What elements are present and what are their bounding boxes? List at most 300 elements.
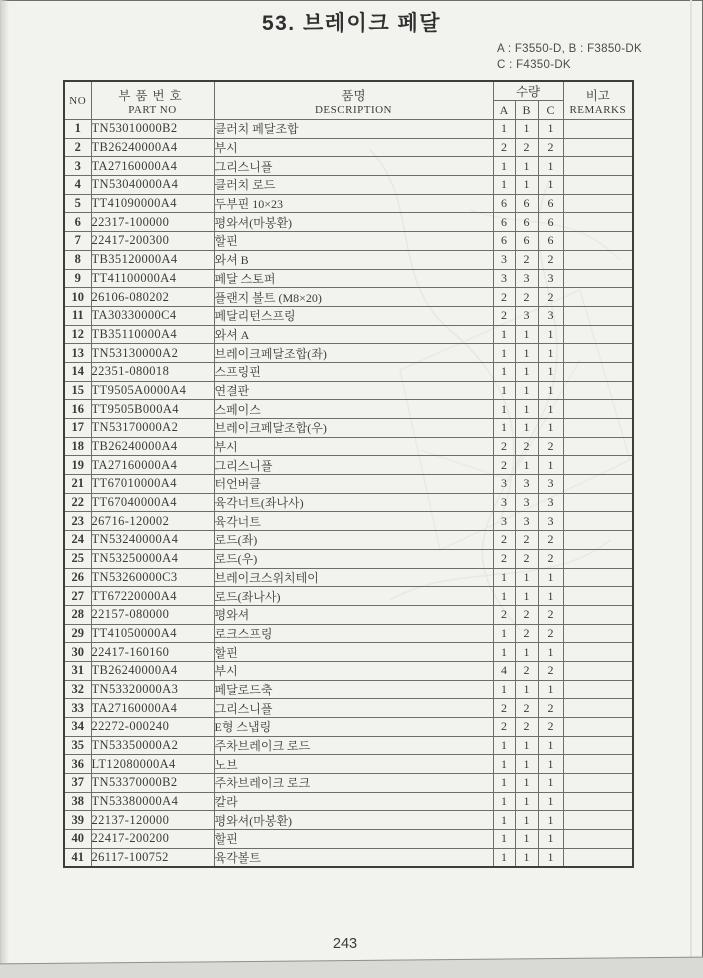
qty-b-cell: 2: [515, 549, 538, 568]
table-row: [64, 157, 633, 176]
qty-c-cell: 1: [538, 419, 563, 438]
qty-b-cell: 2: [515, 531, 538, 550]
table-row: [64, 362, 633, 381]
part-number-cell: 22137-120000: [91, 811, 214, 830]
qty-a-cell: 1: [493, 362, 515, 381]
row-number-cell: 38: [64, 792, 91, 811]
row-number-cell: 41: [64, 848, 91, 867]
part-number-cell: TT9505A0000A4: [91, 381, 214, 400]
part-description-cell: 로크스프링: [214, 624, 493, 643]
qty-c-cell: 1: [538, 792, 563, 811]
col-header-part-no-ko: 부품번호: [118, 88, 187, 103]
part-number-cell: 22317-100000: [91, 213, 214, 232]
qty-a-cell: 2: [493, 437, 515, 456]
part-number-cell: TA27160000A4: [91, 157, 214, 176]
part-description-cell: 부시: [214, 138, 493, 157]
remarks-cell: [563, 587, 633, 606]
qty-c-cell: 1: [538, 830, 563, 849]
table-row: [64, 120, 633, 139]
qty-a-cell: 3: [493, 250, 515, 269]
qty-b-cell: 3: [515, 512, 538, 531]
model-legend: [497, 41, 642, 73]
row-number-cell: 13: [64, 344, 91, 363]
remarks-cell: [563, 306, 633, 325]
table-row: [64, 400, 633, 419]
row-number-cell: 30: [64, 643, 91, 662]
remarks-cell: [563, 288, 633, 307]
qty-b-cell: 3: [515, 306, 538, 325]
qty-b-cell: 1: [515, 157, 538, 176]
part-description-cell: 클러치 페달조합: [214, 120, 493, 139]
qty-c-cell: 3: [538, 493, 563, 512]
qty-a-cell: 3: [493, 475, 515, 494]
table-row: [64, 306, 633, 325]
remarks-cell: [563, 755, 633, 774]
qty-b-cell: 1: [515, 344, 538, 363]
qty-a-cell: 2: [493, 138, 515, 157]
table-row: [64, 624, 633, 643]
part-description-cell: 페달 스토퍼: [214, 269, 493, 288]
part-number-cell: TT67040000A4: [91, 493, 214, 512]
qty-b-cell: 1: [515, 587, 538, 606]
table-row: [64, 736, 633, 755]
row-number-cell: 1: [64, 120, 91, 139]
qty-a-cell: 1: [493, 811, 515, 830]
part-number-cell: TT41050000A4: [91, 624, 214, 643]
qty-a-cell: 2: [493, 306, 515, 325]
parts-table-body: [64, 120, 633, 868]
qty-c-cell: 1: [538, 400, 563, 419]
part-number-cell: TN53350000A2: [91, 736, 214, 755]
remarks-cell: [563, 157, 633, 176]
part-number-cell: TN53240000A4: [91, 531, 214, 550]
qty-a-cell: 1: [493, 736, 515, 755]
qty-c-cell: 1: [538, 120, 563, 139]
qty-b-cell: 1: [515, 325, 538, 344]
row-number-cell: 26: [64, 568, 91, 587]
qty-a-cell: 1: [493, 830, 515, 849]
table-row: [64, 437, 633, 456]
qty-b-cell: 1: [515, 643, 538, 662]
qty-b-cell: 1: [515, 381, 538, 400]
remarks-cell: [563, 400, 633, 419]
qty-c-cell: 2: [538, 250, 563, 269]
col-header-remarks-en: REMARKS: [569, 103, 627, 116]
row-number-cell: 5: [64, 194, 91, 213]
remarks-cell: [563, 699, 633, 718]
table-row: [64, 830, 633, 849]
part-number-cell: 26716-120002: [91, 512, 214, 531]
qty-a-cell: 1: [493, 325, 515, 344]
remarks-cell: [563, 643, 633, 662]
qty-b-cell: 1: [515, 400, 538, 419]
remarks-cell: [563, 232, 633, 251]
table-row: [64, 811, 633, 830]
qty-b-cell: 2: [515, 661, 538, 680]
qty-c-cell: 1: [538, 456, 563, 475]
qty-c-cell: 1: [538, 755, 563, 774]
table-row: [64, 381, 633, 400]
table-row: [64, 456, 633, 475]
qty-a-cell: 2: [493, 288, 515, 307]
row-number-cell: 6: [64, 213, 91, 232]
table-row: [64, 512, 633, 531]
part-description-cell: 로드(좌나사): [214, 587, 493, 606]
table-row: [64, 587, 633, 606]
row-number-cell: 29: [64, 624, 91, 643]
part-number-cell: TN53320000A3: [91, 680, 214, 699]
qty-a-cell: 1: [493, 587, 515, 606]
part-number-cell: TN53010000B2: [91, 120, 214, 139]
row-number-cell: 9: [64, 269, 91, 288]
part-description-cell: E형 스냅링: [214, 718, 493, 737]
col-header-no-label: NO: [69, 94, 87, 107]
part-description-cell: 그리스니플: [214, 699, 493, 718]
row-number-cell: 7: [64, 232, 91, 251]
qty-a-cell: 1: [493, 120, 515, 139]
qty-c-cell: 2: [538, 138, 563, 157]
qty-b-cell: 1: [515, 811, 538, 830]
qty-a-cell: 3: [493, 493, 515, 512]
part-number-cell: 22351-080018: [91, 362, 214, 381]
row-number-cell: 28: [64, 605, 91, 624]
remarks-cell: [563, 250, 633, 269]
qty-a-cell: 3: [493, 269, 515, 288]
qty-a-cell: 1: [493, 774, 515, 793]
qty-c-cell: 2: [538, 437, 563, 456]
scan-edge-right: [690, 0, 692, 978]
row-number-cell: 15: [64, 381, 91, 400]
col-header-part-no-en: PART NO: [128, 103, 177, 116]
qty-c-cell: 2: [538, 605, 563, 624]
remarks-cell: [563, 194, 633, 213]
qty-c-cell: 2: [538, 718, 563, 737]
part-number-cell: TT9505B000A4: [91, 400, 214, 419]
remarks-cell: [563, 512, 633, 531]
qty-c-cell: 6: [538, 194, 563, 213]
qty-a-cell: 1: [493, 568, 515, 587]
qty-c-cell: 1: [538, 362, 563, 381]
part-description-cell: 부시: [214, 437, 493, 456]
col-header-part-no: [91, 81, 214, 120]
table-row: [64, 419, 633, 438]
qty-c-cell: 1: [538, 568, 563, 587]
qty-b-cell: 1: [515, 120, 538, 139]
col-header-remarks-ko: 비고: [585, 88, 610, 103]
qty-c-cell: 2: [538, 661, 563, 680]
part-number-cell: TT67220000A4: [91, 587, 214, 606]
remarks-cell: [563, 624, 633, 643]
qty-b-cell: 2: [515, 437, 538, 456]
row-number-cell: 3: [64, 157, 91, 176]
part-number-cell: TN53380000A4: [91, 792, 214, 811]
qty-a-cell: 1: [493, 157, 515, 176]
row-number-cell: 12: [64, 325, 91, 344]
qty-b-cell: 1: [515, 456, 538, 475]
table-row: [64, 194, 633, 213]
qty-b-cell: 1: [515, 792, 538, 811]
part-description-cell: 연결판: [214, 381, 493, 400]
qty-a-cell: 4: [493, 661, 515, 680]
qty-a-cell: 2: [493, 605, 515, 624]
row-number-cell: 16: [64, 400, 91, 419]
row-number-cell: 10: [64, 288, 91, 307]
row-number-cell: 18: [64, 437, 91, 456]
part-description-cell: 칼라: [214, 792, 493, 811]
row-number-cell: 22: [64, 493, 91, 512]
remarks-cell: [563, 792, 633, 811]
qty-a-cell: 2: [493, 549, 515, 568]
part-number-cell: TN53040000A4: [91, 176, 214, 195]
remarks-cell: [563, 830, 633, 849]
table-row: [64, 643, 633, 662]
qty-b-cell: 1: [515, 176, 538, 195]
part-description-cell: 터언버클: [214, 475, 493, 494]
table-row: [64, 848, 633, 867]
remarks-cell: [563, 493, 633, 512]
part-description-cell: 할핀: [214, 830, 493, 849]
row-number-cell: 25: [64, 549, 91, 568]
col-header-qty-c: C: [538, 101, 563, 120]
row-number-cell: 8: [64, 250, 91, 269]
qty-b-cell: 1: [515, 362, 538, 381]
col-header-qty-b: B: [515, 101, 538, 120]
part-description-cell: 브레이크페달조합(좌): [214, 344, 493, 363]
row-number-cell: 39: [64, 811, 91, 830]
part-description-cell: 로드(우): [214, 549, 493, 568]
part-number-cell: TN53170000A2: [91, 419, 214, 438]
part-description-cell: 부시: [214, 661, 493, 680]
part-number-cell: TT41100000A4: [91, 269, 214, 288]
part-description-cell: 육각볼트: [214, 848, 493, 867]
qty-c-cell: 1: [538, 680, 563, 699]
part-description-cell: 스페이스: [214, 400, 493, 419]
part-description-cell: 그리스니플: [214, 157, 493, 176]
table-row: [64, 213, 633, 232]
qty-b-cell: 2: [515, 138, 538, 157]
table-row: [64, 549, 633, 568]
part-number-cell: TA27160000A4: [91, 456, 214, 475]
table-row: [64, 774, 633, 793]
col-header-remarks: [563, 81, 633, 120]
qty-c-cell: 3: [538, 306, 563, 325]
row-number-cell: 34: [64, 718, 91, 737]
part-number-cell: 26117-100752: [91, 848, 214, 867]
qty-c-cell: 2: [538, 624, 563, 643]
remarks-cell: [563, 325, 633, 344]
row-number-cell: 11: [64, 306, 91, 325]
col-header-quantity-ko: 수량: [515, 85, 541, 99]
part-description-cell: 육각너트: [214, 512, 493, 531]
part-description-cell: 스프링핀: [214, 362, 493, 381]
part-description-cell: 와셔 A: [214, 325, 493, 344]
qty-a-cell: 1: [493, 643, 515, 662]
part-description-cell: 그리스니플: [214, 456, 493, 475]
remarks-cell: [563, 419, 633, 438]
table-row: [64, 232, 633, 251]
part-number-cell: TA27160000A4: [91, 699, 214, 718]
qty-c-cell: 2: [538, 549, 563, 568]
row-number-cell: 23: [64, 512, 91, 531]
table-row: [64, 605, 633, 624]
qty-c-cell: 3: [538, 475, 563, 494]
qty-b-cell: 1: [515, 680, 538, 699]
part-number-cell: LT12080000A4: [91, 755, 214, 774]
row-number-cell: 2: [64, 138, 91, 157]
qty-a-cell: 1: [493, 792, 515, 811]
qty-a-cell: 6: [493, 213, 515, 232]
part-number-cell: TB26240000A4: [91, 138, 214, 157]
part-number-cell: TN53130000A2: [91, 344, 214, 363]
qty-b-cell: 1: [515, 755, 538, 774]
qty-b-cell: 3: [515, 493, 538, 512]
qty-c-cell: 1: [538, 848, 563, 867]
qty-a-cell: 2: [493, 531, 515, 550]
table-row: [64, 138, 633, 157]
table-row: [64, 176, 633, 195]
part-description-cell: 육각너트(좌나사): [214, 493, 493, 512]
part-description-cell: 두부핀 10×23: [214, 194, 493, 213]
part-description-cell: 와셔 B: [214, 250, 493, 269]
qty-c-cell: 1: [538, 157, 563, 176]
qty-b-cell: 2: [515, 624, 538, 643]
qty-b-cell: 1: [515, 830, 538, 849]
qty-a-cell: 2: [493, 718, 515, 737]
row-number-cell: 37: [64, 774, 91, 793]
part-description-cell: 주차브레이크 로드: [214, 736, 493, 755]
part-number-cell: TA30330000C4: [91, 306, 214, 325]
row-number-cell: 27: [64, 587, 91, 606]
remarks-cell: [563, 718, 633, 737]
part-number-cell: TT41090000A4: [91, 194, 214, 213]
qty-a-cell: 2: [493, 456, 515, 475]
parts-table-header: [64, 81, 633, 120]
qty-c-cell: 1: [538, 325, 563, 344]
row-number-cell: 36: [64, 755, 91, 774]
col-header-description-ko: 품명: [341, 88, 366, 103]
remarks-cell: [563, 848, 633, 867]
table-row: [64, 792, 633, 811]
qty-c-cell: 1: [538, 176, 563, 195]
part-description-cell: 주차브레이크 로크: [214, 774, 493, 793]
row-number-cell: 19: [64, 456, 91, 475]
part-number-cell: 26106-080202: [91, 288, 214, 307]
remarks-cell: [563, 456, 633, 475]
qty-a-cell: 1: [493, 624, 515, 643]
remarks-cell: [563, 381, 633, 400]
qty-a-cell: 6: [493, 232, 515, 251]
qty-b-cell: 2: [515, 288, 538, 307]
qty-a-cell: 1: [493, 848, 515, 867]
model-legend-line2: C : F4350-DK: [497, 59, 571, 71]
qty-b-cell: 2: [515, 718, 538, 737]
part-number-cell: 22157-080000: [91, 605, 214, 624]
qty-c-cell: 3: [538, 512, 563, 531]
table-row: [64, 269, 633, 288]
col-header-no: [64, 81, 91, 120]
part-description-cell: 평와셔(마봉환): [214, 213, 493, 232]
part-description-cell: 할핀: [214, 232, 493, 251]
qty-c-cell: 2: [538, 699, 563, 718]
part-number-cell: TN53260000C3: [91, 568, 214, 587]
part-number-cell: TB26240000A4: [91, 437, 214, 456]
qty-a-cell: 1: [493, 381, 515, 400]
part-description-cell: 브레이크페달조합(우): [214, 419, 493, 438]
qty-b-cell: 1: [515, 848, 538, 867]
table-row: [64, 755, 633, 774]
table-row: [64, 325, 633, 344]
part-description-cell: 페달로드축: [214, 680, 493, 699]
qty-b-cell: 6: [515, 232, 538, 251]
remarks-cell: [563, 475, 633, 494]
qty-c-cell: 1: [538, 587, 563, 606]
remarks-cell: [563, 362, 633, 381]
part-number-cell: TN53370000B2: [91, 774, 214, 793]
part-description-cell: 평와셔(마봉환): [214, 811, 493, 830]
col-header-description: [214, 81, 493, 120]
part-description-cell: 평와셔: [214, 605, 493, 624]
qty-b-cell: 2: [515, 605, 538, 624]
qty-b-cell: 2: [515, 699, 538, 718]
scan-edge-bottom: [0, 956, 703, 978]
qty-a-cell: 1: [493, 755, 515, 774]
col-header-description-en: DESCRIPTION: [314, 103, 392, 116]
qty-a-cell: 1: [493, 419, 515, 438]
qty-b-cell: 3: [515, 475, 538, 494]
remarks-cell: [563, 138, 633, 157]
table-row: [64, 718, 633, 737]
model-legend-line1: A : F3550-D, B : F3850-DK: [497, 43, 642, 55]
part-number-cell: TB35110000A4: [91, 325, 214, 344]
row-number-cell: 35: [64, 736, 91, 755]
qty-b-cell: 1: [515, 419, 538, 438]
remarks-cell: [563, 531, 633, 550]
row-number-cell: 40: [64, 830, 91, 849]
page-number: 243: [332, 936, 358, 952]
qty-c-cell: 1: [538, 774, 563, 793]
part-number-cell: TN53250000A4: [91, 549, 214, 568]
table-row: [64, 250, 633, 269]
remarks-cell: [563, 213, 633, 232]
qty-c-cell: 1: [538, 344, 563, 363]
table-row: [64, 661, 633, 680]
qty-a-cell: 1: [493, 400, 515, 419]
col-header-quantity: [493, 81, 563, 101]
remarks-cell: [563, 661, 633, 680]
scan-edge-left: [0, 0, 9, 978]
remarks-cell: [563, 811, 633, 830]
qty-c-cell: 1: [538, 736, 563, 755]
qty-b-cell: 2: [515, 250, 538, 269]
table-row: [64, 699, 633, 718]
qty-c-cell: 2: [538, 288, 563, 307]
remarks-cell: [563, 437, 633, 456]
part-number-cell: 22417-200300: [91, 232, 214, 251]
table-row: [64, 475, 633, 494]
row-number-cell: 33: [64, 699, 91, 718]
row-number-cell: 14: [64, 362, 91, 381]
row-number-cell: 32: [64, 680, 91, 699]
remarks-cell: [563, 774, 633, 793]
qty-b-cell: 1: [515, 774, 538, 793]
part-number-cell: TT67010000A4: [91, 475, 214, 494]
table-row: [64, 531, 633, 550]
qty-a-cell: 1: [493, 680, 515, 699]
part-number-cell: TB35120000A4: [91, 250, 214, 269]
remarks-cell: [563, 568, 633, 587]
table-row: [64, 680, 633, 699]
qty-c-cell: 1: [538, 381, 563, 400]
